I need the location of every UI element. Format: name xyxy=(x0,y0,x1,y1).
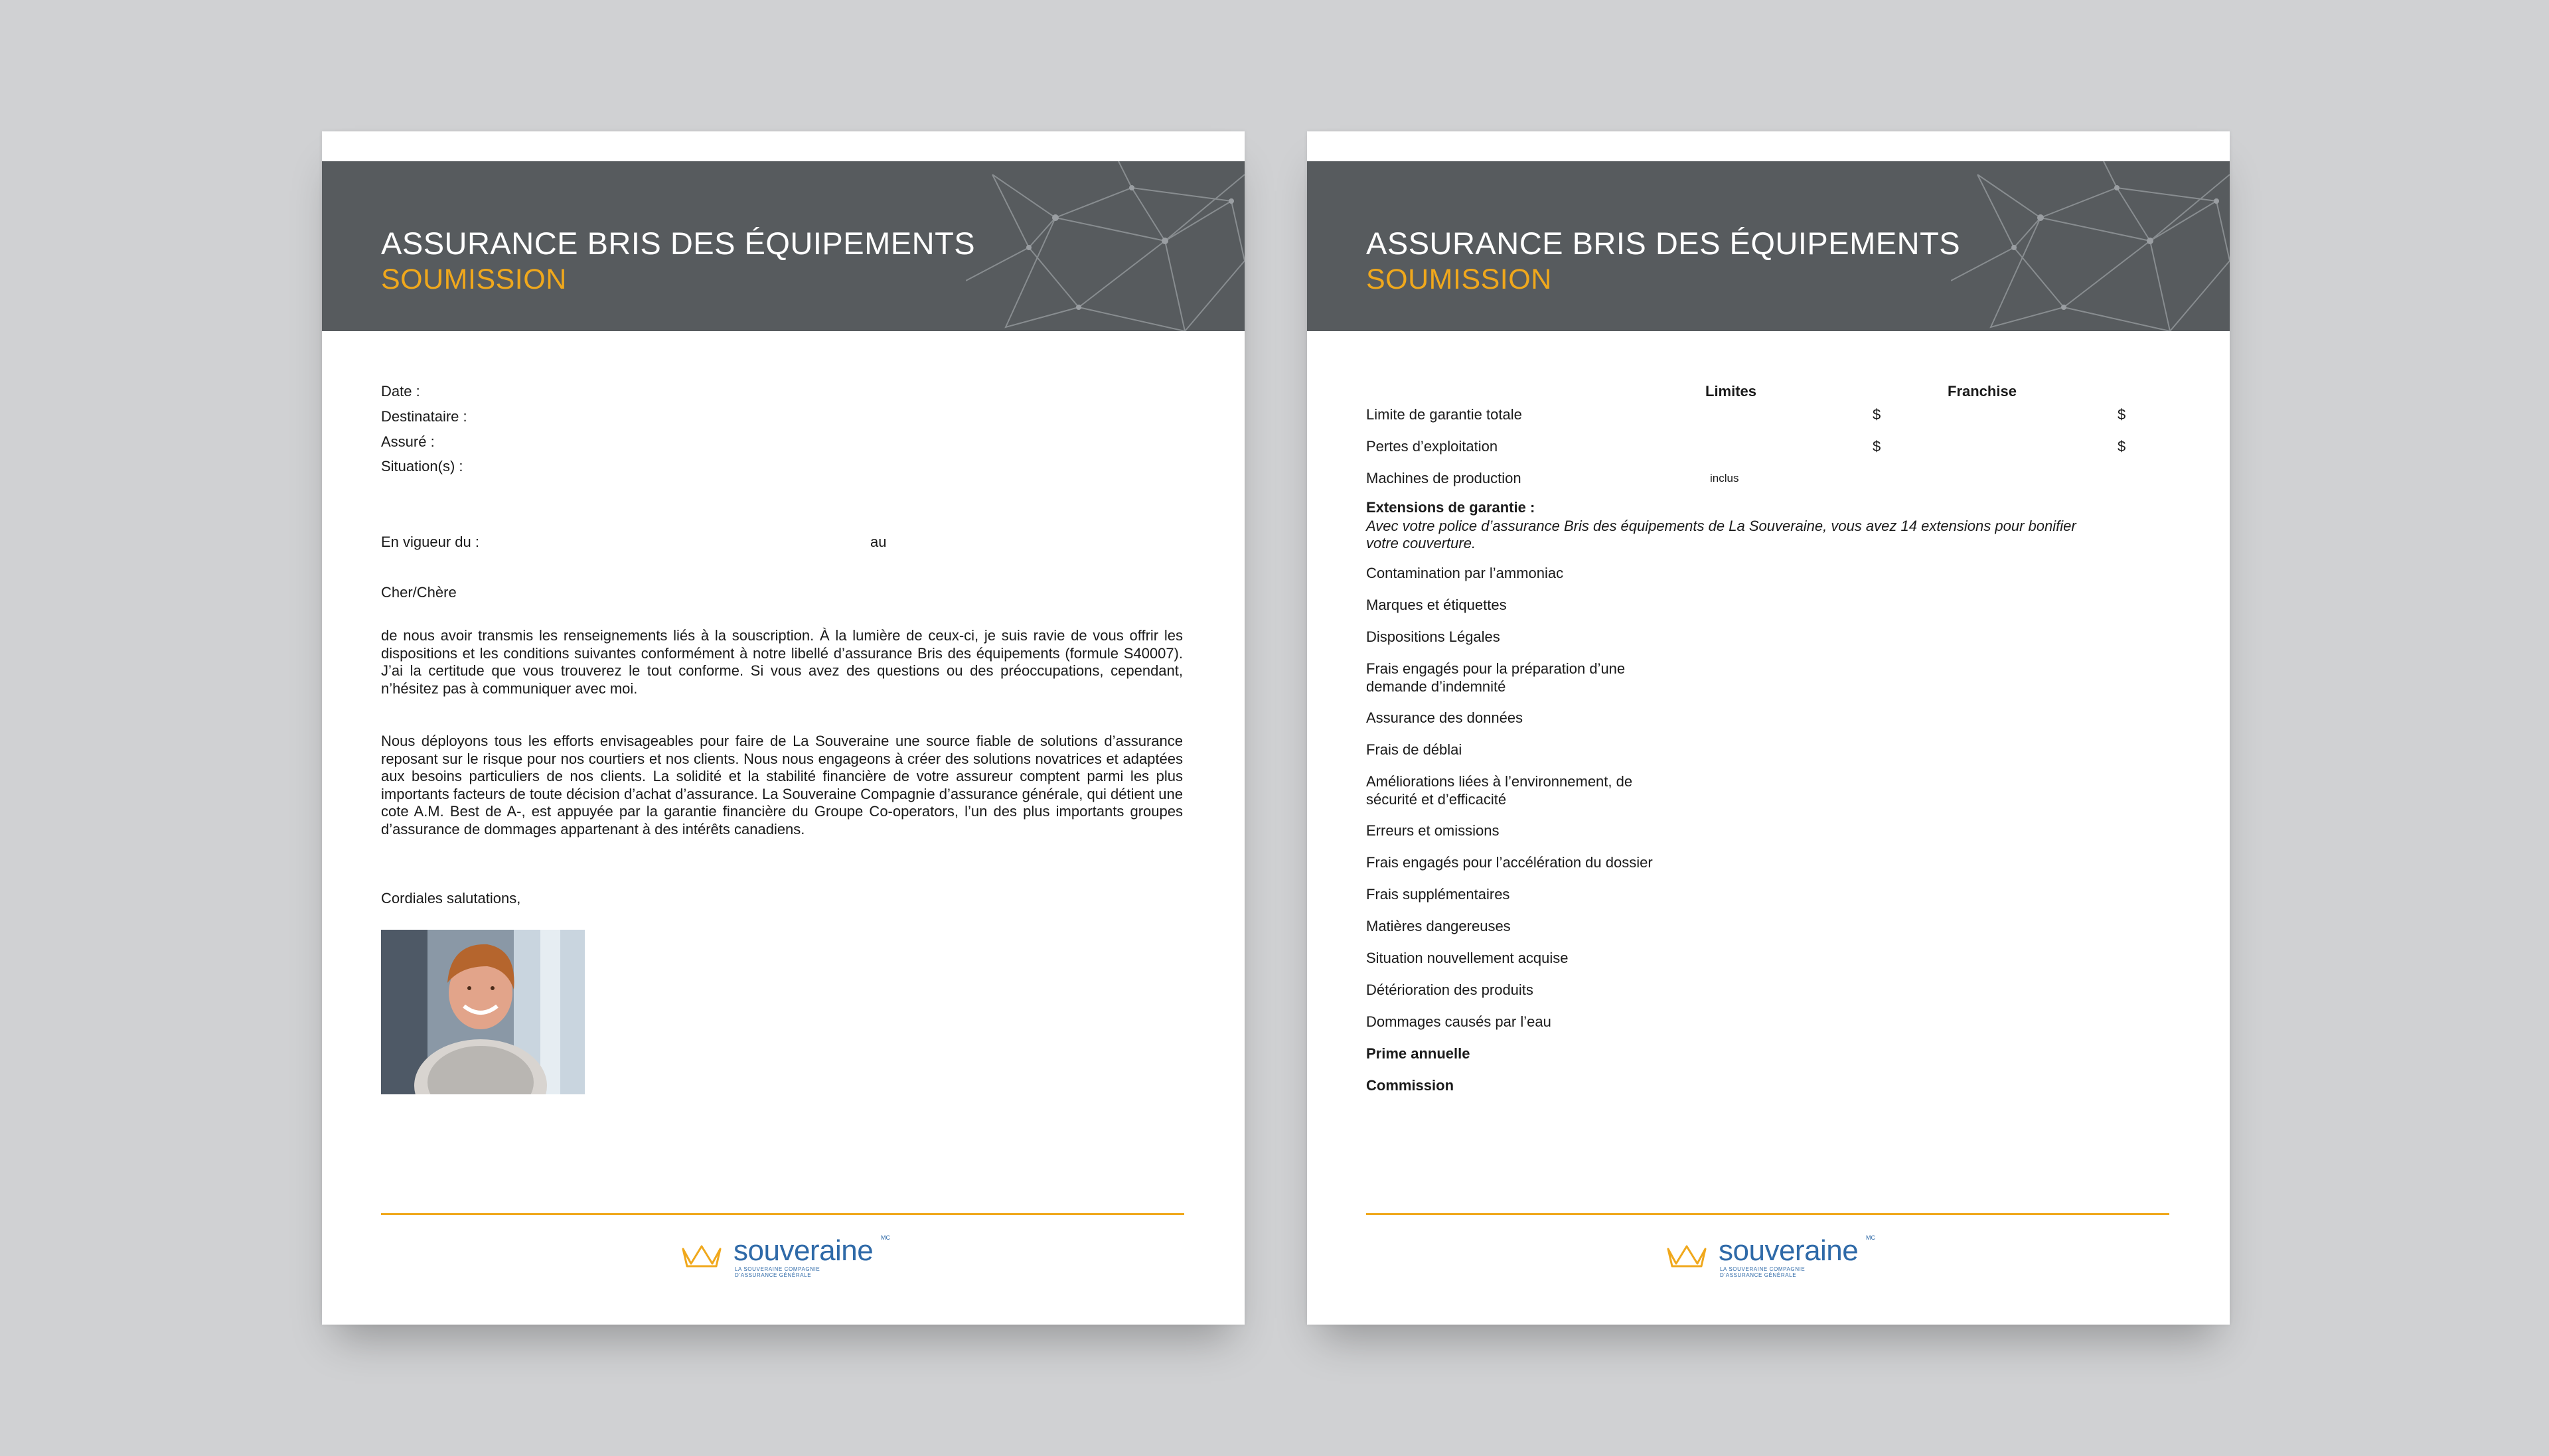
page-title: ASSURANCE BRIS DES ÉQUIPEMENTS xyxy=(1366,226,1961,261)
extension-item: Matières dangereuses xyxy=(1366,918,1511,934)
extension-item: Frais engagés pour l’accélération du dossier xyxy=(1366,854,1653,871)
geometric-pattern xyxy=(1951,161,2230,331)
crown-icon xyxy=(1665,1242,1708,1269)
extension-item: Détérioration des produits xyxy=(1366,982,1533,998)
brand-name: souveraine xyxy=(734,1234,874,1267)
annual-premium-label: Prime annuelle xyxy=(1366,1045,1470,1062)
signatory-photo xyxy=(381,930,585,1094)
page-subtitle: SOUMISSION xyxy=(1366,263,1552,295)
extensions-title: Extensions de garantie : xyxy=(1366,499,1535,516)
coverage-row-limit: $ xyxy=(1873,438,1881,455)
extension-item: Améliorations liées à l’environnement, de sécurité et d’efficacité xyxy=(1366,773,1633,808)
brand-logo xyxy=(680,1233,893,1279)
extension-item: Frais engagés pour la préparation d’une demande d’indemnité xyxy=(1366,660,1626,695)
effective-date-label: En vigueur du : xyxy=(381,534,479,550)
coverage-row-deductible: $ xyxy=(2118,406,2126,423)
column-header-limits: Limites xyxy=(1705,383,1757,400)
coverage-row-limit: $ xyxy=(1873,406,1881,423)
extension-item: Frais supplémentaires xyxy=(1366,886,1510,903)
page-title: ASSURANCE BRIS DES ÉQUIPEMENTS xyxy=(381,226,976,261)
extension-item: Frais de déblai xyxy=(1366,741,1462,758)
coverage-row-label: Limite de garantie totale xyxy=(1366,406,1522,423)
letter-page xyxy=(322,131,1245,1325)
extensions-intro: Avec votre police d’assurance Bris des équipements de La Souveraine, vous avez 14 extensions pour bonifier xyxy=(1366,518,2076,534)
page-subtitle: SOUMISSION xyxy=(381,263,567,295)
extension-item: Dommages causés par l’eau xyxy=(1366,1013,1551,1030)
brand-logo xyxy=(1665,1233,1878,1279)
column-header-deductible: Franchise xyxy=(1948,383,2017,400)
end-date-label: au xyxy=(870,534,887,550)
letter-paragraph-1: de nous avoir transmis les renseignements liés à la souscription. À la lumière de ceux-ci, je suis ravie de vous offrir les dispositions et les conditions suivantes conformément à notre libellé d’assurance Bris des équipements (formule S40007). J’ai la certitude que vous trouverez le tout conforme. Si vous avez des questions ou des préoccupations, cependant, n’hésitez pas à communiquer avec moi. xyxy=(381,627,1183,697)
extension-item: Marques et étiquettes xyxy=(1366,597,1507,613)
recipient-label: Destinataire : xyxy=(381,408,467,425)
brand-trademark: MC xyxy=(881,1234,890,1241)
date-label: Date : xyxy=(381,383,420,400)
salutation: Cher/Chère xyxy=(381,584,457,601)
page-header xyxy=(1307,161,2230,331)
insured-label: Assuré : xyxy=(381,433,435,450)
footer-rule xyxy=(381,1213,1184,1215)
brand-trademark: MC xyxy=(1866,1234,1875,1241)
coverage-row-label: Machines de production xyxy=(1366,470,1521,486)
commission-label: Commission xyxy=(1366,1077,1454,1094)
extension-item: Dispositions Légales xyxy=(1366,628,1500,645)
extensions-intro: votre couverture. xyxy=(1366,535,1476,551)
extension-item: Assurance des données xyxy=(1366,709,1523,726)
geometric-pattern xyxy=(966,161,1245,331)
extension-item: Situation nouvellement acquise xyxy=(1366,950,1569,966)
brand-name: souveraine xyxy=(1719,1234,1859,1267)
letter-paragraph-2: Nous déployons tous les efforts envisageables pour faire de La Souveraine une source fiable de solutions d’assurance reposant sur le risque pour nos courtiers et nos clients. Nous nous engageons à créer des solutions novatrices et adaptées aux besoins particuliers de nos clients. La solidité et la stabilité financière de votre assureur comptent parmi les plus importants facteurs de toute décision d’achat d’assurance. La Souveraine Compagnie d’assurance générale, qui détient une cote A.M. Best de A-, est appuyée par la garantie financière du Groupe Co-operators, l’un des plus importants groupes d’assurance de dommages appartenant à des intérêts canadiens. xyxy=(381,733,1183,837)
brand-tagline: LA SOUVERAINE COMPAGNIE D’ASSURANCE GÉNÉRALE xyxy=(1720,1266,1806,1278)
coverage-page xyxy=(1307,131,2230,1325)
coverage-row-deductible: $ xyxy=(2118,438,2126,455)
page-header xyxy=(322,161,1245,331)
closing: Cordiales salutations, xyxy=(381,890,521,907)
crown-icon xyxy=(680,1242,723,1269)
coverage-row-label: Pertes d’exploitation xyxy=(1366,438,1498,455)
location-label: Situation(s) : xyxy=(381,458,463,474)
footer-rule xyxy=(1366,1213,2169,1215)
coverage-row-included: inclus xyxy=(1710,472,1739,484)
extension-item: Contamination par l’ammoniac xyxy=(1366,565,1564,581)
brand-tagline: LA SOUVERAINE COMPAGNIE D’ASSURANCE GÉNÉRALE xyxy=(735,1266,820,1278)
extension-item: Erreurs et omissions xyxy=(1366,822,1500,839)
